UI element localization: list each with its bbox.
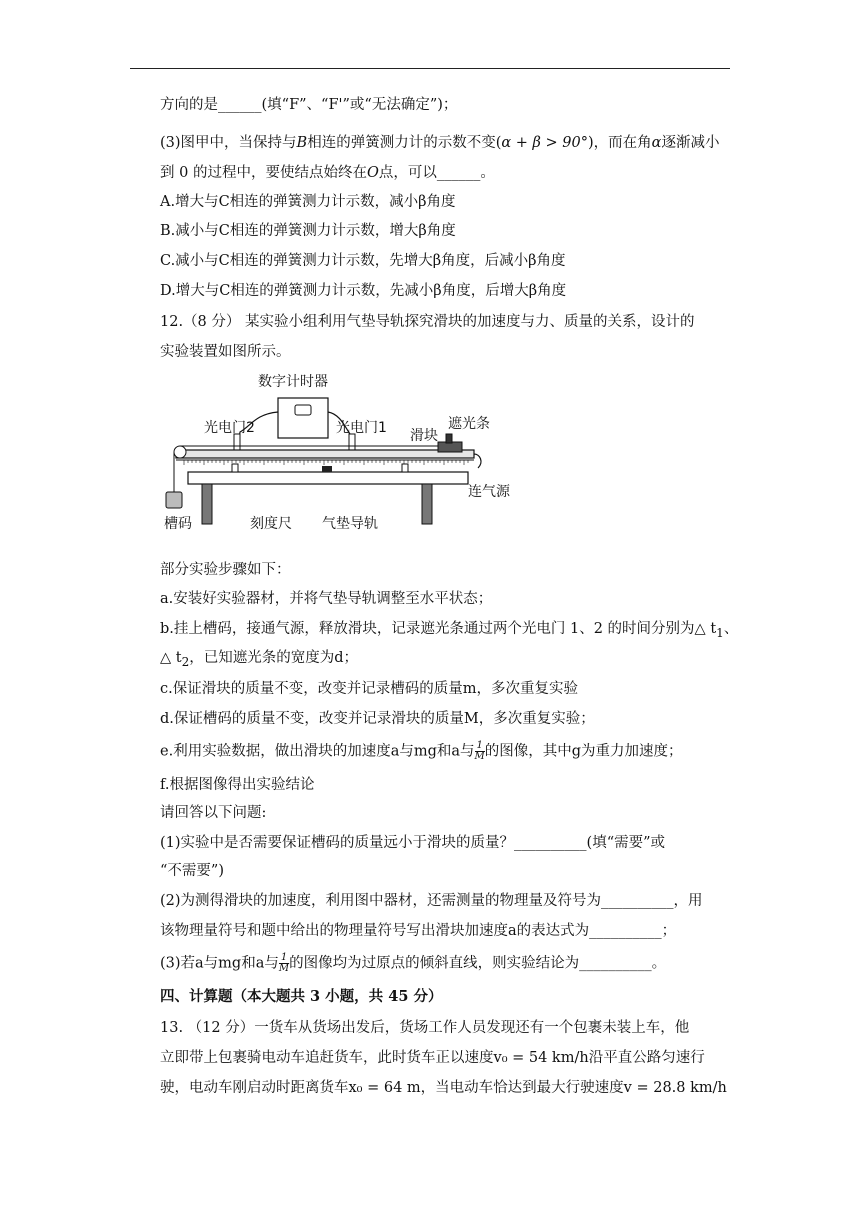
text-line: 该物理量符号和题中给出的物理量符号写出滑块加速度a的表达式为__________； — [160, 923, 677, 939]
label-gate2: 光电门2 — [204, 420, 255, 436]
question-12-2: (2)为测得滑块的加速度，利用图中器材，还需测量的物理量及符号为__________，用 — [160, 893, 703, 909]
timer-box — [278, 398, 328, 438]
question-11-3: (3)图甲中，当保持与B相连的弹簧测力计的示数不变(α + β > 90°)，而在角α逐渐减小 — [160, 135, 720, 151]
label-shade: 遮光条 — [448, 416, 490, 432]
apparatus-figure — [160, 372, 530, 540]
fraction: $\frac{1}{M}$ — [474, 740, 485, 762]
steps-intro: 部分实验步骤如下： — [160, 562, 291, 578]
text-line: 到 0 的过程中，要使结点始终在O点，可以______。 — [160, 165, 495, 181]
label-gate1: 光电门1 — [336, 420, 387, 436]
step-e: e.利用实验数据，做出滑块的加速度a与mg和a与 $\frac{1}{M}$ 的图像，其中g为重力加速度； — [160, 740, 683, 762]
option-c: C.减小与C相连的弹簧测力计示数，先增大β角度，后减小β角度 — [160, 253, 566, 269]
text-line: 方向的是______(填“F”、“F'”或“无法确定”)； — [160, 97, 458, 113]
track-support — [322, 466, 332, 472]
ruler-ticks — [184, 460, 468, 465]
table-leg-right — [422, 484, 432, 524]
question-12-3: (3)若a与mg和a与 $\frac{1}{M}$ 的图像均为过原点的倾斜直线，则实验结论为__________。 — [160, 952, 667, 974]
section-heading: 四、计算题（本大题共 3 小题，共 45 分） — [160, 988, 443, 1005]
text-line: 立即带上包裹骑电动车追赶货车，此时货车正以速度v₀ = 54 km/h沿平直公路匀速行 — [160, 1050, 705, 1066]
track-foot — [402, 464, 408, 472]
text-line: 驶，电动车刚启动时距离货车x₀ = 64 m，当电动车恰达到最大行驶速度v = 28.8 km/h — [160, 1080, 727, 1096]
timer-screen — [295, 405, 311, 415]
option-a: A.增大与C相连的弹簧测力计示数，减小β角度 — [160, 194, 456, 210]
question-13-title: 13. （12 分）一货车从货场出发后，货场工作人员发现还有一个包裹未装上车，他 — [160, 1020, 690, 1036]
air-track-diagram — [160, 372, 530, 540]
table-leg-left — [202, 484, 212, 524]
label-timer: 数字计时器 — [258, 374, 328, 390]
fraction: $\frac{1}{M}$ — [278, 952, 290, 974]
label-track: 气垫导轨 — [322, 516, 378, 532]
label-air: 连气源 — [468, 484, 510, 500]
step-b-cont: △ $t_2$，已知遮光条的宽度为d； — [160, 650, 359, 669]
question-12-1: (1)实验中是否需要保证槽码的质量远小于滑块的质量？__________(填“需要”或 — [160, 835, 666, 851]
air-hose — [474, 454, 481, 468]
air-track — [176, 450, 474, 458]
header-rule — [130, 68, 730, 69]
pulley — [174, 446, 186, 458]
label-ruler: 刻度尺 — [250, 516, 292, 532]
photogate-2 — [234, 434, 240, 450]
ask-line: 请回答以下问题: — [160, 805, 267, 821]
text-line: “不需要”) — [160, 863, 224, 879]
track-foot — [232, 464, 238, 472]
option-d: D.增大与C相连的弹簧测力计示数，先减小β角度，后增大β角度 — [160, 283, 567, 299]
label-weight: 槽码 — [164, 516, 192, 532]
step-c: c.保证滑块的质量不变，改变并记录槽码的质量m，多次重复实验 — [160, 681, 578, 697]
shade-strip — [446, 434, 452, 443]
step-b: b.挂上槽码，接通气源，释放滑块，记录遮光条通过两个光电门 1、2 的时间分别为△ $t_1$、 — [160, 621, 739, 640]
step-f: f.根据图像得出实验结论 — [160, 777, 315, 793]
option-b: B.减小与C相连的弹簧测力计示数，增大β角度 — [160, 223, 456, 239]
text-line: 实验装置如图所示。 — [160, 344, 291, 360]
label-slider: 滑块 — [410, 428, 438, 444]
photogate-1 — [349, 434, 355, 450]
step-d: d.保证槽码的质量不变，改变并记录滑块的质量M，多次重复实验； — [160, 711, 595, 727]
table-top — [188, 472, 468, 484]
step-a: a.安装好实验器材，并将气垫导轨调整至水平状态； — [160, 591, 493, 607]
hanging-weight — [166, 492, 182, 508]
question-12-title: 12.（8 分） 某实验小组利用气垫导轨探究滑块的加速度与力、质量的关系，设计的 — [160, 314, 695, 330]
